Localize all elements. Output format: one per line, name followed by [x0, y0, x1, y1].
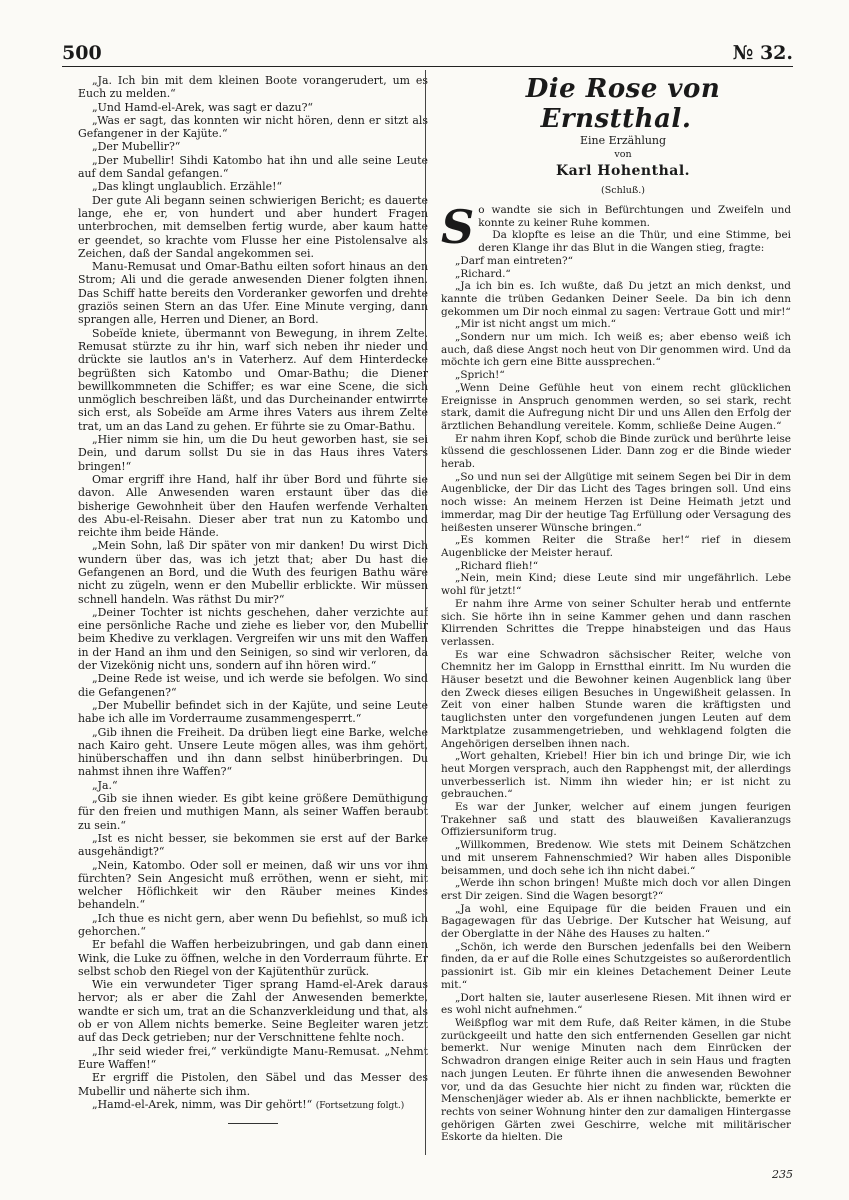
paragraph: „Und Hamd-el-Arek, was sagt er dazu?“	[92, 100, 314, 114]
page-number: 500	[62, 42, 102, 64]
paragraph: „Es kommen Reiter die Straße her!“ rief in diesem Augenblicke der Meister herauf.	[441, 534, 791, 559]
paragraph: „Ja. Ich bin mit dem kleinen Boote vorangerudert, um es Euch zu melden.“	[78, 74, 428, 101]
paragraph: „Der Mubellir?“	[92, 140, 181, 154]
left-column	[78, 74, 428, 1154]
paragraph: „Nein, mein Kind; diese Leute sind mir ungefährlich. Lebe wohl für jetzt!“	[441, 572, 791, 598]
story-title: Die Rose von Ernstthal.	[525, 74, 721, 134]
paragraph: „Deine Rede ist weise, und ich werde sie befolgen. Wo sind die Gefangenen?“	[78, 672, 428, 699]
paragraph: „Gib sie ihnen wieder. Es gibt keine größere Demüthigung für den freien und muthigen Mann, als seiner Waffen beraubt zu sein.“	[78, 792, 428, 832]
paragraph: Es war eine Schwadron sächsischer Reiter, welche von Chemnitz her im Galopp in Ernstthal einritt. Im Nu wurden die Häuser besetzt und die Bewohner keinen Augenblick lang über den Zweck dieses eiligen Besuches in Ungewißheit gelassen. In Zeit von einer halben Stunde waren die kräftigsten und tauglichsten unter den vorgefundenen jungen Leuten auf dem Marktplatze zusammengetrieben, und wehklagend folgten die Angehörigen derselben ihnen nach.	[441, 648, 791, 750]
continuation-note: (Fortsetzung folgt.)	[315, 1100, 405, 1111]
paragraph: „Wenn Deine Gefühle heut von einem recht glücklichen Ereignisse in Anspruch genommen werden, so sei stark, recht stark, damit die Aufregung nicht Dir und uns Allen den Erfolg der ärztlichen Behandlung vereitele. Komm, schließe Deine Augen.“	[441, 381, 791, 432]
signature-mark: 235	[772, 1168, 793, 1181]
paragraph: Sobeïde kniete, übermannt von Bewegung, in ihrem Zelte. Remusat stürzte zu ihr hin, warf sich neben ihr nieder und drückte sie lautlos an's in Vaterherz. Auf dem Hinterdecke begrüßten sich Katombo und Omar-Bathu; die Diener bewillkommneten die Schiffer; es war eine Scene, die sich unmöglich beschreiben läßt, und das Durcheinander entwirrte sich erst, als Sobeïde am Arme ihres Vaters aus ihrem Zelte trat, um an das Land zu gehen. Er führte sie zu Omar-Bathu.	[78, 326, 428, 433]
paragraph: Der gute Ali begann seinen schwierigen Bericht; es dauerte lange, ehe er, von hundert und aber hundert Fragen unterbrochen, mit demselben fertig wurde, aber kaum hatte er geendet, so krachte vom Flusse her eine Pistolensalve als Zeichen, daß der Sandal angekommen sei.	[78, 193, 428, 260]
paragraph: Wie ein verwundeter Tiger sprang Hamd-el-Arek daraus hervor; als er aber die Zahl der Anwesenden bemerkte, wandte er sich um, trat an die Schanzverkleidung und that, als ob er von Allem nichts bemerke. Seine Begleiter waren jetzt auf das Deck getrieben; nur der Verschnittene fehlte noch.	[78, 978, 428, 1045]
paragraph: „Richard.“	[455, 267, 511, 280]
story-subtitle: Eine Erzählung	[579, 134, 667, 147]
paragraph: Manu-Remusat und Omar-Bathu eilten sofort hinaus an den Strom; Ali und die gerade anwesenden Diener folgten ihnen. Das Schiff hatte bereits den Vorderanker geworfen und drehte graziös seinen Stern an das Ufer. Eine Minute verging, dann sprangen alle, Herren und Diener, an Bord.	[78, 260, 428, 327]
paragraph: „Nein, Katombo. Oder soll er meinen, daß wir uns vor ihm fürchten? Sein Angesicht muß erröthen, wenn er sieht, mit welcher Höflichkeit wir den Räuber meines Kindes behandeln.“	[78, 858, 428, 912]
right-column	[441, 74, 791, 1154]
paragraph: „Der Mubellir! Sihdi Katombo hat ihn und alle seine Leute auf dem Sandal gefangen.“	[78, 153, 428, 181]
paragraph: „Darf man eintreten?“	[455, 254, 573, 267]
paragraph: „Ihr seid wieder frei,“ verkündigte Manu-Remusat. „Nehmt Eure Waffen!“	[78, 1044, 428, 1071]
paragraph: Er nahm ihren Kopf, schob die Binde zurück und berührte leise küssend die geschlossenen Lider. Dann zog er die Binde wieder herab.	[441, 432, 791, 471]
paragraph: Omar ergriff ihre Hand, half ihr über Bord und führte sie davon. Alle Anwesenden waren erstaunt über das die bisherige Gewohnheit über den Haufen werfende Verhalten des Abu-el-Reisahn. Dieser aber trat nun zu Katombo und reichte ihm beide Hände.	[78, 472, 428, 540]
paragraph-text: „Hamd-el-Arek, nimm, was Dir gehört!“	[92, 1097, 313, 1111]
paragraph: „Gib ihnen die Freiheit. Da drüben liegt eine Barke, welche nach Kairo geht. Unsere Leute mögen alles, was ihm gehört, hinüberschaffen und ihn dann selbst hinüberbringen. Du nahmst ihnen ihre Waffen?“	[78, 725, 428, 779]
column-divider	[425, 70, 426, 1155]
paragraph: „So und nun sei der Allgütige mit seinem Segen bei Dir in dem Augenblicke, der Dir das Licht des Tages bringen soll. Und eins noch wisse: An meinem Herzen ist Deine Heimath jetzt und immerdar, mag Dir der heutige Tag Erfüllung oder Versagung des heißesten unserer Wünsche bringen.“	[441, 470, 791, 534]
paragraph: „Willkommen, Bredenow. Wie stets mit Deinem Schätzchen und mit unserem Fahnenschmied? Wir haben alles Disponible beisammen, und doch sehe ich ihn nicht dabei.“	[441, 839, 791, 877]
paragraph: Er ergriff die Pistolen, den Säbel und das Messer des Mubellir und näherte sich ihm.	[78, 1071, 428, 1098]
paragraph: „Sondern nur um mich. Ich weiß es; aber ebenso weiß ich auch, daß diese Angst noch heut von Dir genommen wird. Und da möchte ich gern eine Bitte aussprechen.“	[441, 331, 791, 369]
story-note: (Schluß.)	[601, 185, 645, 196]
issue-number: № 32.	[732, 42, 793, 64]
paragraph: Weißpflog war mit dem Rufe, daß Reiter kämen, in die Stube zurückgeeilt und hatte den sich entfernenden Gesellen gar nicht bemerkt. Nur wenige Minuten nach dem Einrücken der Schwadron drangen einige Reiter auch in sein Haus und fragten nach jungen Leuten. Er führte ihnen die anwesenden Bewohner vor, und da das Gesuchte hier nicht zu finden war, rückten die Menschenjäger wieder ab. Als er ihnen nachblickte, bemerkte er rechts von seiner Wohnung hinter den zur damaligen Hintergasse gehörigen Gärten zwei Geschirre, welche mit militärischer Eskorte da hielten. Die	[441, 1017, 791, 1144]
paragraph: „Werde ihn schon bringen! Mußte mich doch vor allen Dingen erst Dir zeigen. Sind die Wagen besorgt?“	[441, 877, 791, 902]
story-by: von	[614, 149, 632, 160]
end-rule	[228, 1123, 278, 1124]
header-rule	[62, 66, 793, 67]
paragraph: „Richard flieh!“	[455, 559, 539, 572]
paragraph: „Ist es nicht besser, sie bekommen sie erst auf der Barke ausgehändigt?“	[78, 831, 428, 859]
paragraph: Es war der Junker, welcher auf einem jungen feurigen Trakehner saß und statt des blauweißen Kavalieranzugs Offiziersuniform trug.	[441, 801, 791, 839]
paragraph: „Hier nimm sie hin, um die Du heut geworben hast, sie sei Dein, und darum sollst Du sie in das Haus ihres Vaters bringen!“	[78, 433, 428, 473]
paragraph: „Das klingt unglaublich. Erzähle!“	[92, 180, 283, 194]
paragraph: „Mir ist nicht angst um mich.“	[455, 318, 616, 331]
paragraph: „Dort halten sie, lauter auserlesene Riesen. Mit ihnen wird er es wohl nicht aufnehmen.“	[441, 991, 791, 1017]
paragraph: Er nahm ihre Arme von seiner Schulter herab und entfernte sich. Sie hörte ihn in seine Kammer gehen und dann raschen Klirrenden Schrittes die Treppe hinabsteigen und das Haus verlassen.	[441, 597, 791, 648]
paragraph: „Ich thue es nicht gern, aber wenn Du befiehlst, so muß ich gehorchen.“	[78, 911, 428, 938]
paragraph: „Ja.“	[92, 778, 118, 792]
paragraph: „Sprich!“	[455, 369, 505, 382]
drop-cap: S	[441, 200, 475, 254]
paragraph: „Was er sagt, das konnten wir nicht hören, denn er sitzt als Gefangener in der Kajüte.“	[78, 113, 428, 141]
paragraph: „Ja wohl, eine Equipage für die beiden Frauen und ein Bagagewagen für das Uebrige. Der Kutscher hat Weisung, auf der Oberglatte in der Nähe des Hauses zu halten.“	[441, 902, 791, 941]
paragraph: „Wort gehalten, Kriebel! Hier bin ich und bringe Dir, wie ich heut Morgen versprach, auch den Rapphengst mit, der allerdings unverbesserlich ist. Nimm ihn wieder hin; er ist nicht zu gebrauchen.“	[441, 750, 791, 801]
paragraph: Da klopfte es leise an die Thür, und eine Stimme, bei deren Klange ihr das Blut in die Wangen stieg, fragte:	[478, 229, 791, 255]
last-paragraph	[78, 1098, 428, 1113]
paragraph-text: o wandte sie sich in Befürchtungen und Zweifeln und konnte zu keiner Ruhe kommen.	[478, 204, 791, 229]
paragraph: „Mein Sohn, laß Dir später von mir danken! Du wirst Dich wundern über das, was ich jetzt that; aber Du hast die Gefangenen an Bord, und die Wuth des feurigen Bathu wäre nicht zu zügeln, wenn er den Mubellir erblickte. Wir müssen schnell handeln. Was räthst Du mir?“	[78, 539, 428, 606]
story-author: Karl Hohenthal.	[555, 163, 691, 179]
paragraph: Er befahl die Waffen herbeizubringen, und gab dann einen Wink, die Luke zu öffnen, welche in den Vorderraum führte. Er selbst schob den Riegel von der Kajütenthür zurück.	[78, 938, 428, 978]
paragraph: „Der Mubellir befindet sich in der Kajüte, und seine Leute habe ich alle im Vorderraume zusammengesperrt.“	[78, 698, 428, 726]
paragraph: „Ja ich bin es. Ich wußte, daß Du jetzt an mich denkst, und kannte die trüben Gedanken Deiner Seele. Da bin ich denn gekommen um Dir noch einmal zu sagen: Vertraue Gott und mir!“	[441, 280, 791, 318]
paragraph: „Deiner Tochter ist nichts geschehen, daher verzichte auf eine persönliche Rache und ziehe es lieber vor, den Mubellir beim Khedive zu verklagen. Vergreifen wir uns mit den Waffen in der Hand an ihm und den Seinigen, so sind wir verloren, da der Vizekönig nicht uns, sondern auf ihn hören wird.“	[78, 605, 428, 673]
paragraph: „Schön, ich werde den Burschen jedenfalls bei den Weibern finden, da er auf die Rolle eines Schutzgeistes so außerordentlich passionirt ist. Gib mir ein kleines Detachement Deiner Leute mit.“	[441, 940, 791, 991]
